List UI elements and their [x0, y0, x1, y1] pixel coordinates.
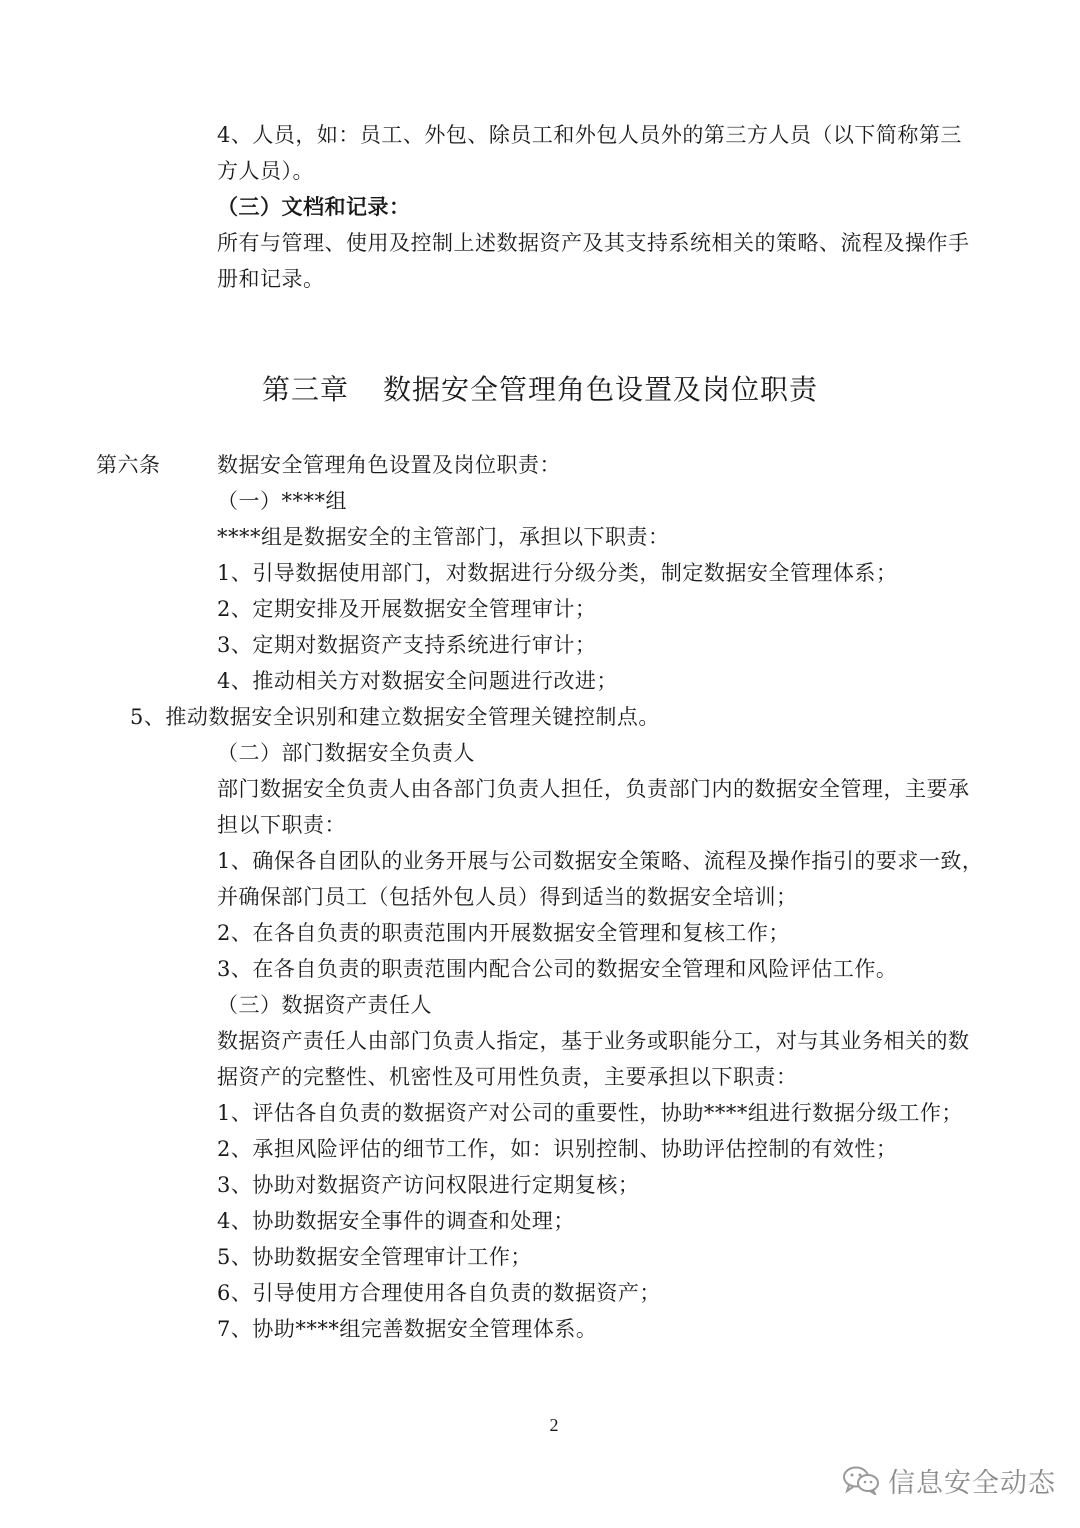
watermark-text: 信息安全动态 [888, 1467, 1056, 1499]
list-item: 1、评估各自负责的数据资产对公司的重要性，协助****组进行数据分级工作； [217, 1101, 963, 1125]
list-item: 6、引导使用方合理使用各自负责的数据资产； [217, 1281, 661, 1305]
subsection-heading: （三）数据资产责任人 [217, 993, 432, 1017]
article-label: 第六条 [96, 453, 161, 477]
list-item: 2、承担风险评估的细节工作，如：识别控制、协助评估控制的有效性； [217, 1137, 898, 1161]
list-item: 并确保部门员工（包括外包人员）得到适当的数据安全培训； [217, 885, 798, 909]
body-line: 册和记录。 [217, 267, 325, 291]
body-line: 所有与管理、使用及控制上述数据资产及其支持系统相关的策略、流程及操作手 [217, 231, 970, 255]
body-line: 据资产的完整性、机密性及可用性负责，主要承担以下职责： [217, 1065, 798, 1089]
body-line: 部门数据安全负责人由各部门负责人担任，负责部门内的数据安全管理，主要承 [217, 777, 970, 801]
list-item: 2、在各自负责的职责范围内开展数据安全管理和复核工作； [217, 921, 790, 945]
body-line: 数据资产责任人由部门负责人指定，基于业务或职能分工，对与其业务相关的数 [217, 1029, 970, 1053]
list-item: 1、引导数据使用部门，对数据进行分级分类，制定数据安全管理体系； [217, 561, 898, 585]
body-line: ****组是数据安全的主管部门，承担以下职责： [217, 525, 670, 549]
chapter-title: 数据安全管理角色设置及岗位职责 [383, 373, 819, 406]
list-item: 5、协助数据安全管理审计工作； [217, 1245, 532, 1269]
list-item: 3、协助对数据资产访问权限进行定期复核； [217, 1173, 640, 1197]
subsection-heading: （二）部门数据安全负责人 [217, 741, 475, 765]
watermark [842, 1460, 1056, 1500]
body-line: 方人员）。 [217, 159, 314, 183]
chapter-heading [0, 370, 1080, 410]
page-number: 2 [549, 1415, 559, 1435]
subsection-heading: （一）****组 [217, 489, 347, 513]
list-item: 5、推动数据安全识别和建立数据安全管理关键控制点。 [130, 705, 660, 729]
chapter-number: 第三章 [261, 373, 349, 406]
list-item: 4、推动相关方对数据安全问题进行改进； [217, 669, 618, 693]
wechat-icon [842, 1465, 880, 1495]
body-line: 数据安全管理角色设置及岗位职责： [217, 453, 561, 477]
list-item: 4、协助数据安全事件的调查和处理； [217, 1209, 575, 1233]
section-subheading: （三）文档和记录： [217, 194, 411, 219]
list-item: 2、定期安排及开展数据安全管理审计； [217, 597, 597, 621]
list-item: 1、确保各自团队的业务开展与公司数据安全策略、流程及操作指引的要求一致， [217, 849, 984, 873]
list-item: 7、协助****组完善数据安全管理体系。 [217, 1317, 598, 1341]
body-line: 4、人员，如：员工、外包、除员工和外包人员外的第三方人员（以下简称第三 [217, 123, 962, 147]
list-item: 3、在各自负责的职责范围内配合公司的数据安全管理和风险评估工作。 [217, 957, 898, 981]
list-item: 3、定期对数据资产支持系统进行审计； [217, 633, 597, 657]
body-line: 担以下职责： [217, 813, 346, 837]
